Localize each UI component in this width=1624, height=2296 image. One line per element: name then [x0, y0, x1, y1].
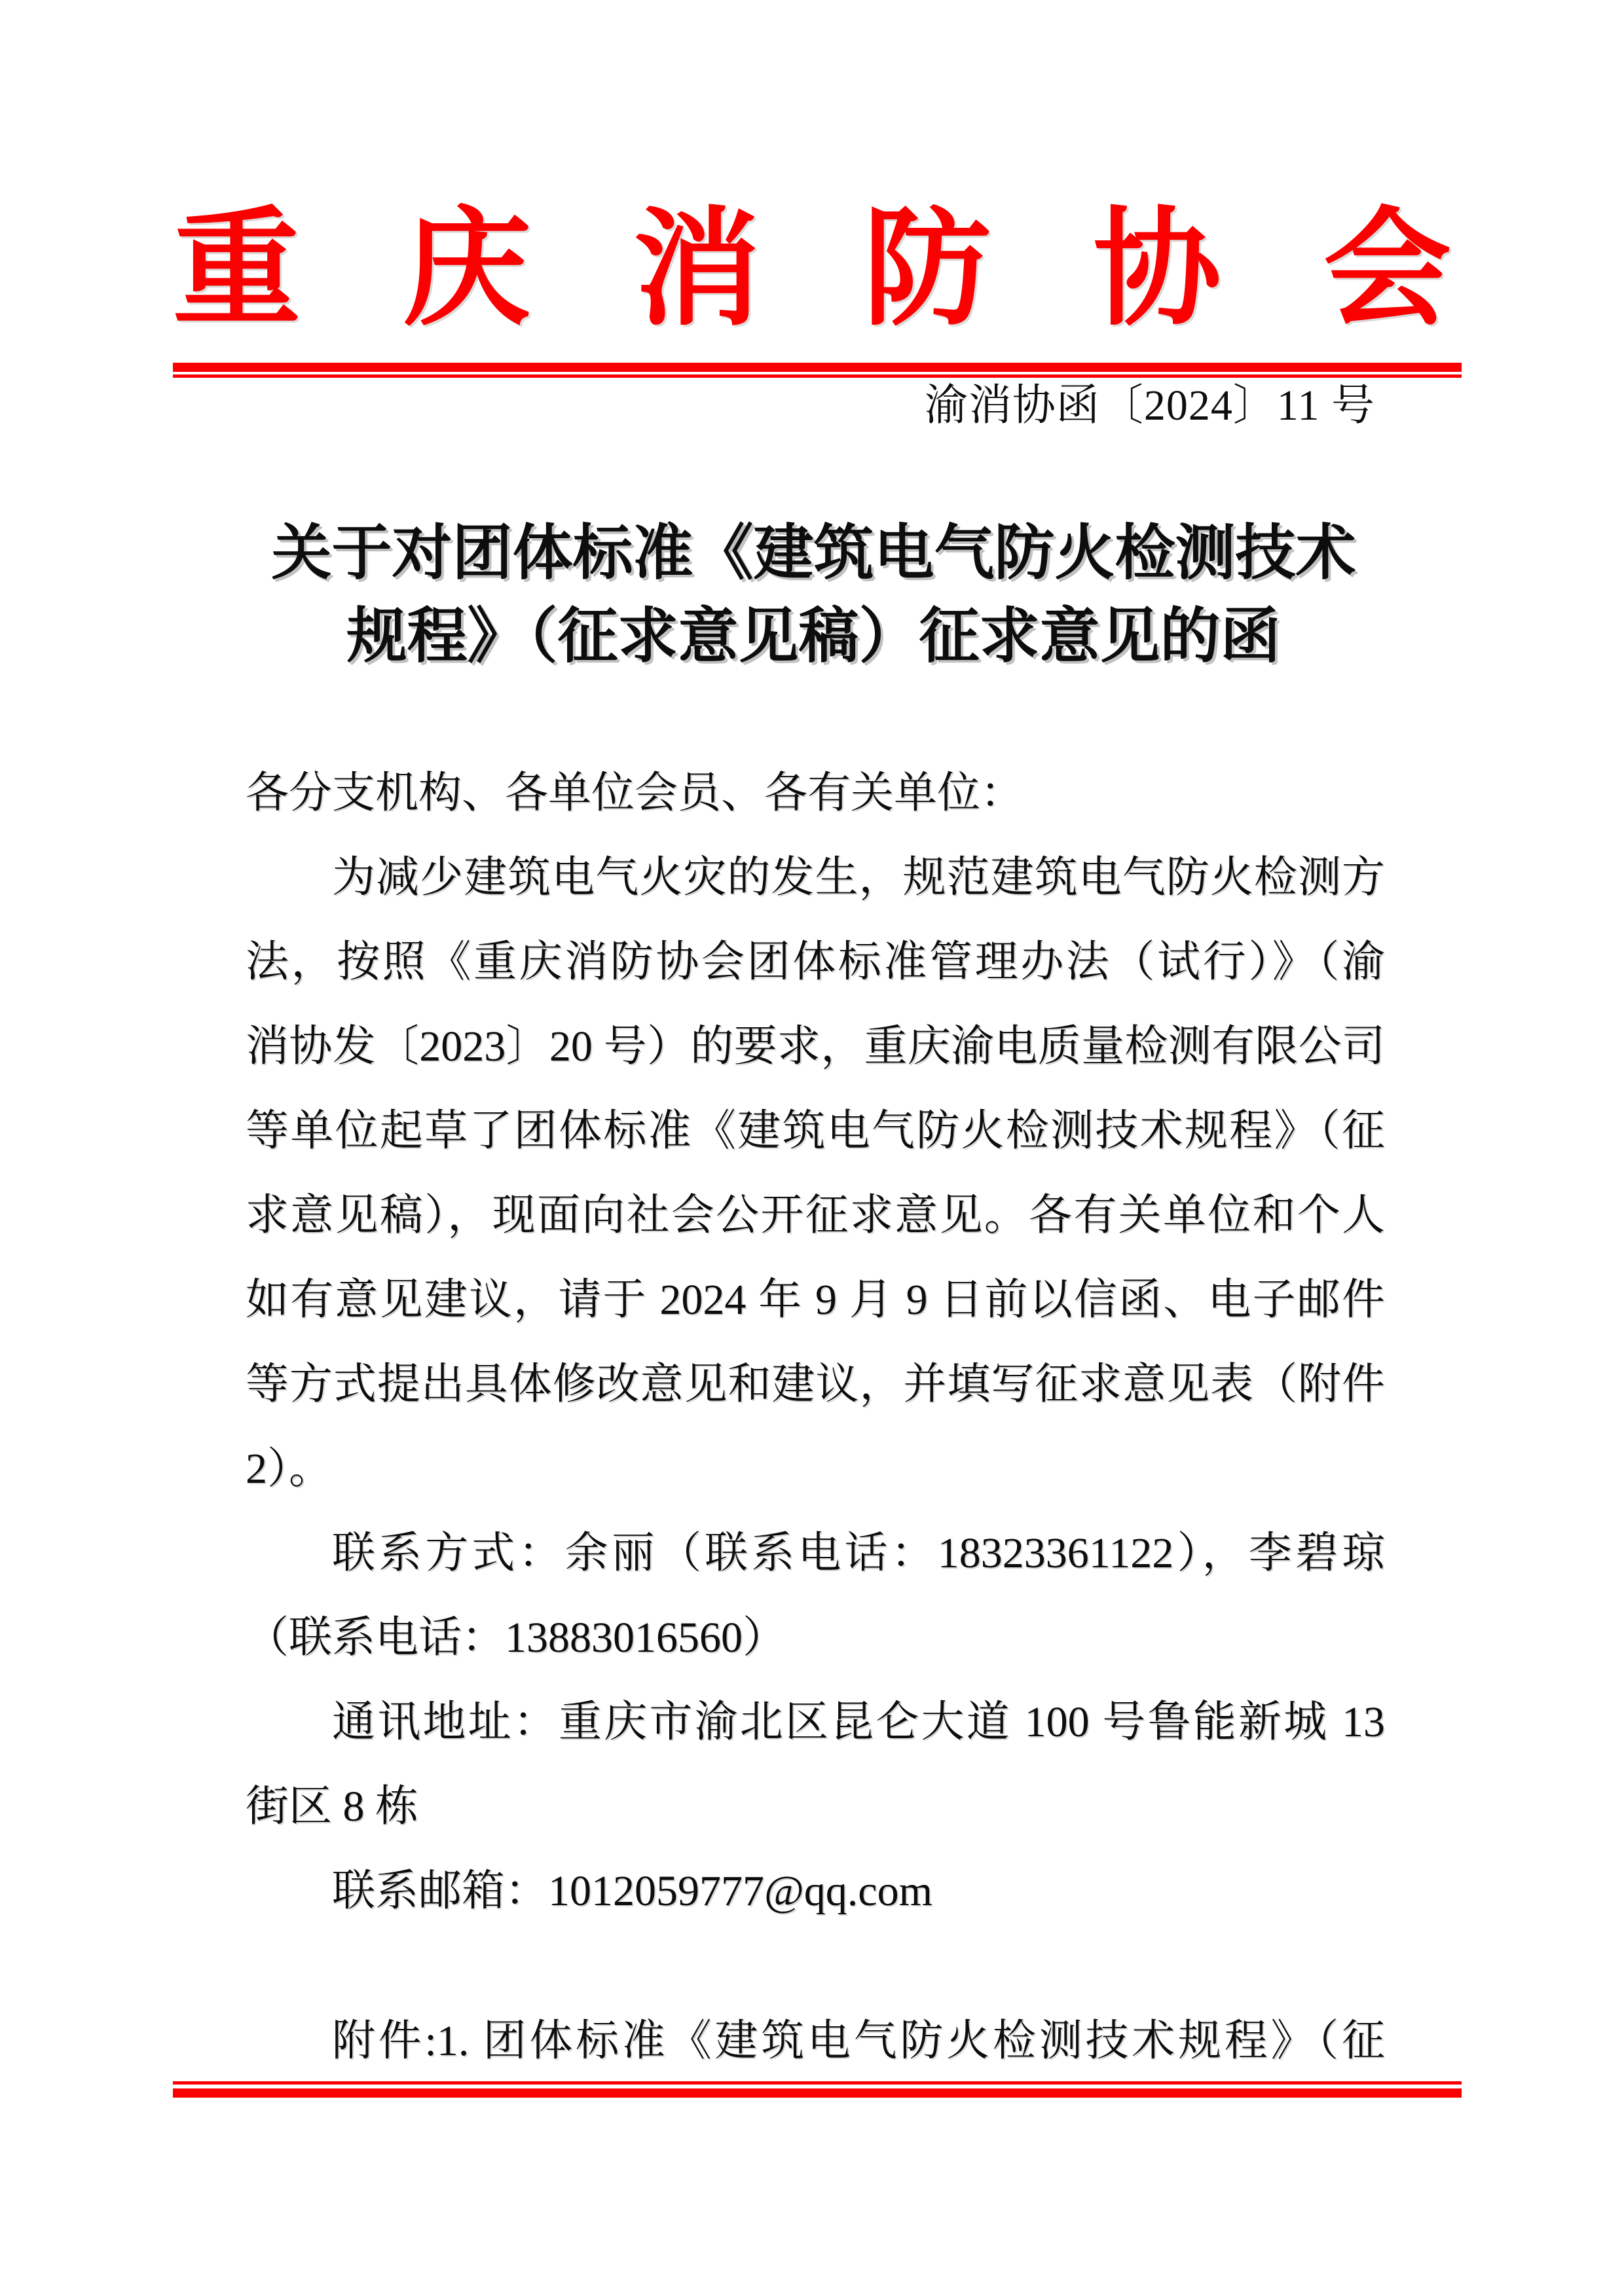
- body-line: 为减少建筑电气火灾的发生，规范建筑电气防火检测方: [332, 854, 1385, 902]
- email-line: 联系邮箱：1012059777@qq.com: [332, 1867, 932, 1915]
- body-line: 2）。: [246, 1445, 332, 1493]
- body-line: 如有意见建议，请于 2024 年 9 月 9 日前以信函、电子邮件: [246, 1276, 1385, 1324]
- body-line: 消协发〔2023〕20 号）的要求，重庆渝电质量检测有限公司: [246, 1023, 1385, 1070]
- body-line: 等单位起草了团体标准《建筑电气防火检测技术规程》（征: [246, 1107, 1385, 1155]
- salutation-line: 各分支机构、各单位会员、各有关单位：: [246, 769, 1024, 817]
- title-line-1: 关于对团体标准《建筑电气防火检测技术: [271, 520, 1356, 587]
- address-line: 街区 8 栋: [246, 1783, 418, 1831]
- body-line: 等方式提出具体修改意见和建议，并填写征求意见表（附件: [246, 1360, 1385, 1408]
- title-line-2: 规程》（征求意见稿）征求意见的函: [346, 603, 1281, 670]
- blank-line: [246, 1933, 1385, 1999]
- attachment-line: 附件:1. 团体标准《建筑电气防火检测技术规程》（征: [332, 2017, 1385, 2065]
- letter-body: [246, 751, 1385, 2083]
- org-name-header: 重庆消防协会: [173, 200, 1451, 341]
- document-number: 渝消协函〔2024〕11 号: [924, 382, 1375, 429]
- contact-line: 联系方式：余丽（联系电话：18323361122），李碧琼: [332, 1529, 1385, 1577]
- red-rule-top-thick: [173, 363, 1462, 372]
- contact-line: （联系电话：13883016560）: [246, 1614, 786, 1662]
- address-line: 通讯地址：重庆市渝北区昆仑大道 100 号鲁能新城 13: [332, 1698, 1385, 1746]
- red-rule-bottom-thick: [173, 2088, 1462, 2098]
- body-line: 求意见稿），现面向社会公开征求意见。各有关单位和个人: [246, 1192, 1385, 1239]
- red-rule-bottom-thin: [173, 2081, 1462, 2085]
- body-line: 法，按照《重庆消防协会团体标准管理办法（试行）》（渝: [246, 938, 1385, 986]
- document-title: [242, 512, 1385, 678]
